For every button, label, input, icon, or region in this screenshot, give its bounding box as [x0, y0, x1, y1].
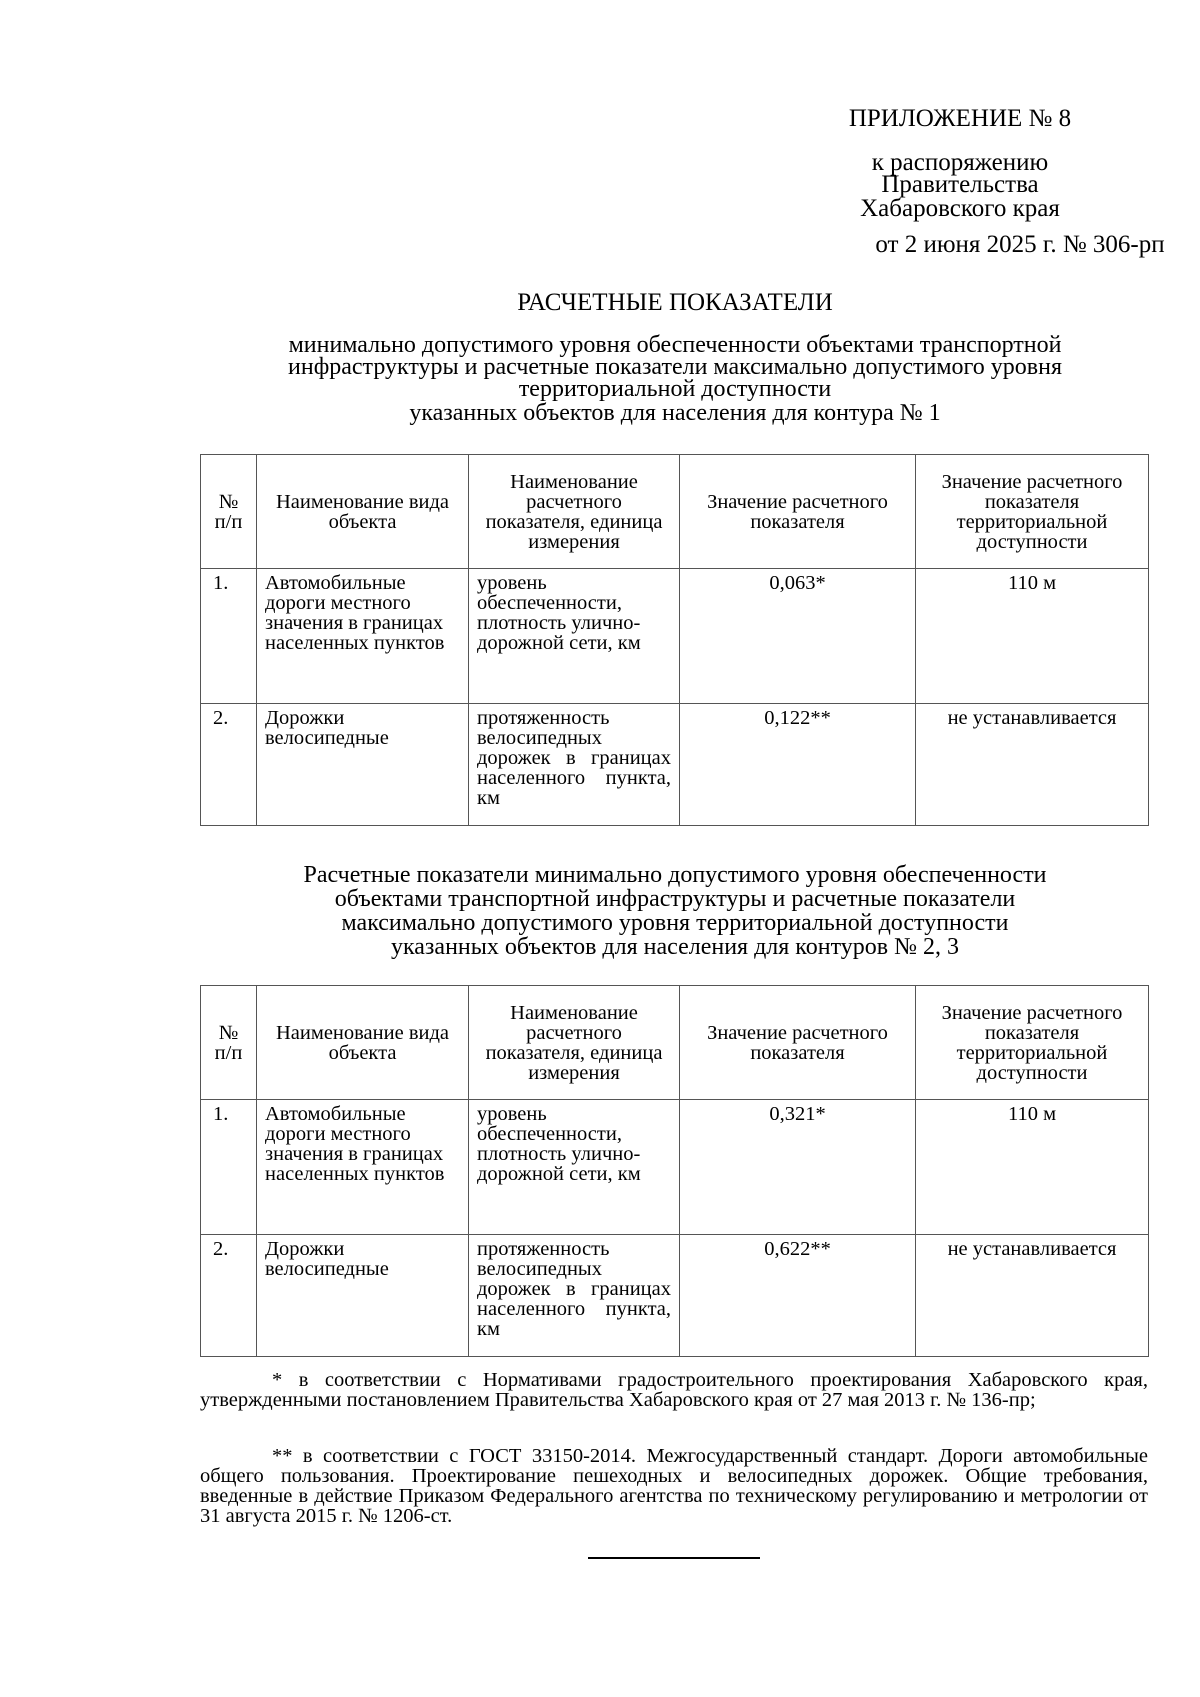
row-object: Дорожки велосипедные: [257, 1235, 469, 1357]
table-header-row: [201, 455, 1149, 569]
header-access: Значение расчетного показателя территориальной доступности: [916, 455, 1149, 569]
header-num: № п/п: [201, 455, 257, 569]
heading-2-line-2: объектами транспортной инфраструктуры и расчетные показатели: [334, 886, 1016, 912]
row-access: 110 м: [916, 569, 1149, 704]
row-num: 1.: [201, 1100, 257, 1235]
approval-date: от 2 июня 2025 г. № 306-рп: [875, 231, 1165, 258]
approval-line-3: Хабаровского края: [860, 195, 1060, 222]
approval-line-1: к распоряжению: [871, 149, 1049, 176]
row-value: 0,321*: [680, 1100, 916, 1235]
indicators-table-contours-2-3: [200, 985, 1149, 1357]
header-object: Наименование вида объекта: [257, 455, 469, 569]
header-access: Значение расчетного показателя территориальной доступности: [916, 986, 1149, 1100]
row-object: Дорожки велосипедные: [257, 704, 469, 826]
end-rule: [588, 1557, 760, 1559]
header-indicator: Наименование расчетного показателя, единица измерения: [469, 986, 680, 1100]
row-object: Автомобильные дороги местного значения в границах населенных пунктов: [257, 1100, 469, 1235]
row-indicator: протяженность велосипедных дорожек в границах населенного пункта, км: [469, 704, 680, 826]
row-value: 0,622**: [680, 1235, 916, 1357]
row-indicator: уровень обеспеченности, плотность улично-дорожной сети, км: [469, 569, 680, 704]
table-row: [201, 704, 1149, 826]
table-row: [201, 1100, 1149, 1235]
row-object: Автомобильные дороги местного значения в границах населенных пунктов: [257, 569, 469, 704]
heading-1-line-2: инфраструктуры и расчетные показатели максимально допустимого уровня: [288, 354, 1062, 380]
table-header-row: [201, 986, 1149, 1100]
row-access: не устанавливается: [916, 704, 1149, 826]
row-num: 2.: [201, 1235, 257, 1357]
footnote-1: [200, 1370, 1148, 1410]
approval-line-2: Правительства: [881, 171, 1039, 198]
row-access: не устанавливается: [916, 1235, 1149, 1357]
header-value: Значение расчетного показателя: [680, 986, 916, 1100]
row-access: 110 м: [916, 1100, 1149, 1235]
row-indicator: протяженность велосипедных дорожек в границах населенного пункта, км: [469, 1235, 680, 1357]
heading-1-line-4: указанных объектов для населения для контура № 1: [409, 400, 941, 426]
row-value: 0,063*: [680, 569, 916, 704]
header-object: Наименование вида объекта: [257, 986, 469, 1100]
row-num: 2.: [201, 704, 257, 826]
heading-1-line-3: территориальной доступности: [518, 376, 832, 402]
header-value: Значение расчетного показателя: [680, 455, 916, 569]
row-num: 1.: [201, 569, 257, 704]
footnote-2: [200, 1446, 1148, 1526]
header-indicator: Наименование расчетного показателя, единица измерения: [469, 455, 680, 569]
table-row: [201, 1235, 1149, 1357]
heading-2-line-3: максимально допустимого уровня территориальной доступности: [341, 910, 1009, 936]
table-row: [201, 569, 1149, 704]
heading-1-line-1: минимально допустимого уровня обеспеченности объектами транспортной: [288, 332, 1062, 358]
footnote-1-text: * в соответствии с Нормативами градостроительного проектирования Хабаровского края, утвержденными постановлением Правительства Хабаровского края от 27 мая 2013 г. № 136-пр;: [200, 1369, 1148, 1411]
appendix-title: ПРИЛОЖЕНИЕ № 8: [848, 105, 1072, 132]
heading-1-title: РАСЧЕТНЫЕ ПОКАЗАТЕЛИ: [517, 289, 833, 316]
header-num: № п/п: [201, 986, 257, 1100]
footnote-2-text: ** в соответствии с ГОСТ 33150-2014. Межгосударственный стандарт. Дороги автомобильные общего пользования. Проектирование пешеходных и велосипедных дорожек. Общие требования, введенные в действие Приказом Федерального агентства по техническому регулированию и метрологии от 31 августа 2015 г. № 1206-ст.: [200, 1445, 1148, 1527]
row-indicator: уровень обеспеченности, плотность улично-дорожной сети, км: [469, 1100, 680, 1235]
heading-2-line-4: указанных объектов для населения для контуров № 2, 3: [390, 934, 959, 960]
heading-2-line-1: Расчетные показатели минимально допустимого уровня обеспеченности: [303, 862, 1047, 888]
row-value: 0,122**: [680, 704, 916, 826]
indicators-table-contour-1: [200, 454, 1149, 826]
